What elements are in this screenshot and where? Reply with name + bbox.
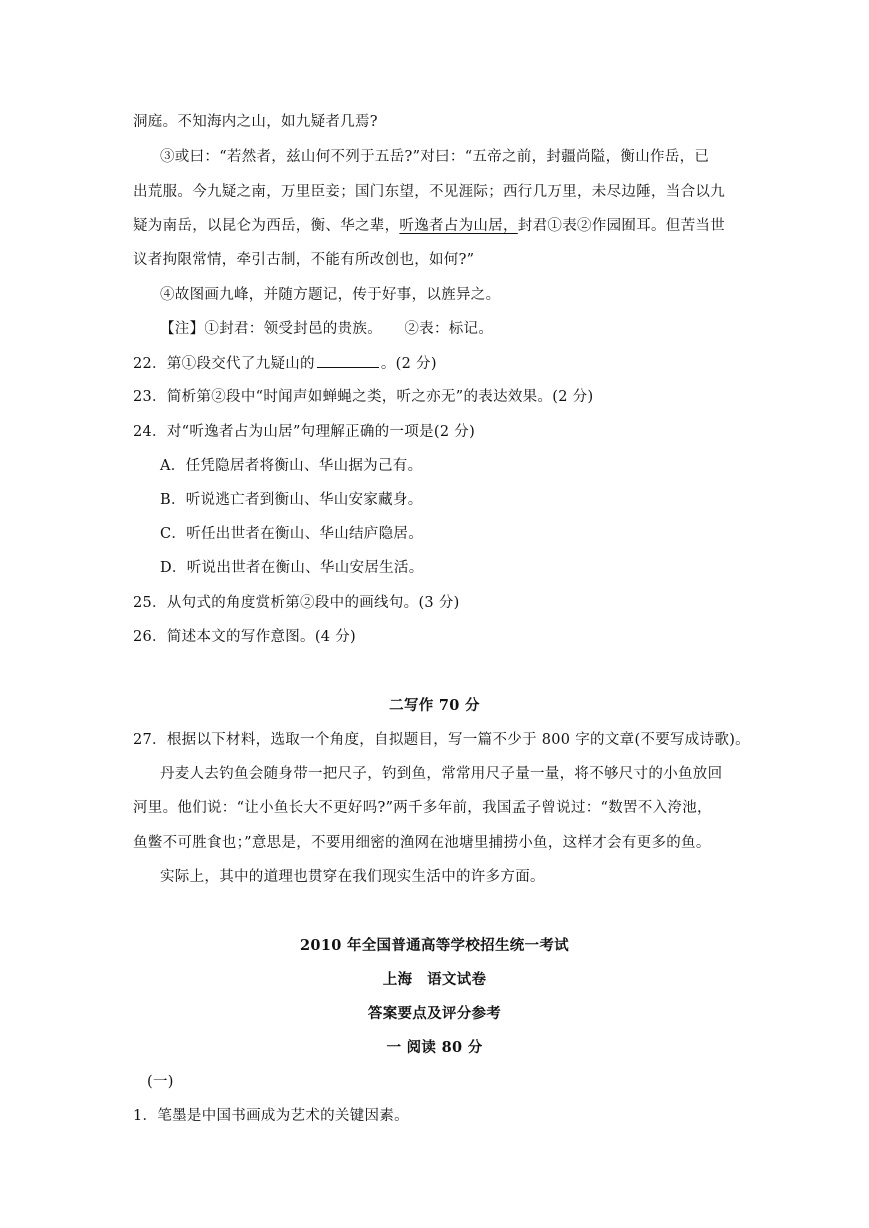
- question-score: 。(2 分): [380, 356, 437, 372]
- passage-line: [133, 216, 725, 236]
- material-line: 丹麦人去钓鱼会随身带一把尺子，钓到鱼，常常用尺子量一量，将不够尺寸的小鱼放回: [160, 766, 723, 782]
- question-22: [133, 353, 437, 374]
- passage-text: 疑为南岳，以昆仑为西岳，衡、华之辈，: [133, 218, 400, 234]
- question-25: 25．从句式的角度赏析第②段中的画线句。(3 分): [133, 595, 460, 611]
- answer-blank: [317, 353, 379, 368]
- answer-subtitle: 上海 语文试卷: [382, 971, 487, 988]
- material-line: 实际上，其中的道理也贯穿在我们现实生活中的许多方面。: [160, 869, 545, 885]
- answer-heading: 答案要点及评分参考: [367, 1005, 502, 1022]
- passage-line: 洞庭。不知海内之山，如九疑者几焉?: [133, 114, 378, 130]
- question-24: 24．对“听逸者占为山居”句理解正确的一项是(2 分): [133, 424, 476, 440]
- question-26: 26．简述本文的写作意图。(4 分): [133, 629, 356, 645]
- part-label: (一): [147, 1074, 174, 1090]
- option-b: B．听说逃亡者到衡山、华山安家藏身。: [160, 492, 423, 508]
- option-d: D．听说出世者在衡山、华山安居生活。: [160, 560, 424, 576]
- answer-1: 1．笔墨是中国书画成为艺术的关键因素。: [133, 1108, 409, 1124]
- passage-line: 出荒服。今九疑之南，万里臣妾；国门东望，不见涯际；西行几万里，未尽边陲，当合以九: [133, 184, 725, 200]
- question-27: 27．根据以下材料，选取一个角度，自拟题目，写一篇不少于 800 字的文章(不要写成诗歌)。: [133, 732, 750, 748]
- section-heading: 一 阅读 80 分: [386, 1039, 483, 1056]
- underlined-sentence: 听逸者占为山居，: [399, 218, 518, 234]
- answer-title: 2010 年全国普通高等学校招生统一考试: [300, 937, 569, 954]
- passage-paragraph-3: ③或曰：“若然者，兹山何不列于五岳?”对曰：“五帝之前，封疆尚隘，衡山作岳，已: [160, 149, 710, 165]
- option-c: C．听任出世者在衡山、华山结庐隐居。: [160, 526, 423, 542]
- material-line: 河里。他们说：“让小鱼长大不更好吗?”两千多年前，我国孟子曾说过：“数罟不入洿池，: [133, 800, 712, 816]
- annotation-note: 【注】①封君：领受封邑的贵族。 ②表：标记。: [160, 321, 494, 337]
- option-a: A．任凭隐居者将衡山、华山据为己有。: [160, 458, 423, 474]
- writing-heading: 二写作 70 分: [389, 697, 480, 714]
- question-23: 23．简析第②段中“时闻声如蝉蝇之类，听之亦无”的表达效果。(2 分): [133, 389, 594, 405]
- passage-paragraph-4: ④故图画九峰，并随方题记，传于好事，以旌异之。: [160, 287, 501, 303]
- passage-text: 封君①表②作园囿耳。但苦当世: [517, 218, 726, 234]
- question-text: 22．第①段交代了九疑山的: [133, 356, 315, 372]
- passage-line: 议者拘限常情，牵引古制，不能有所改创也，如何?”: [133, 252, 475, 268]
- material-line: 鱼鳖不可胜食也；”意思是，不要用细密的渔网在池塘里捕捞小鱼，这样才会有更多的鱼。: [133, 835, 711, 851]
